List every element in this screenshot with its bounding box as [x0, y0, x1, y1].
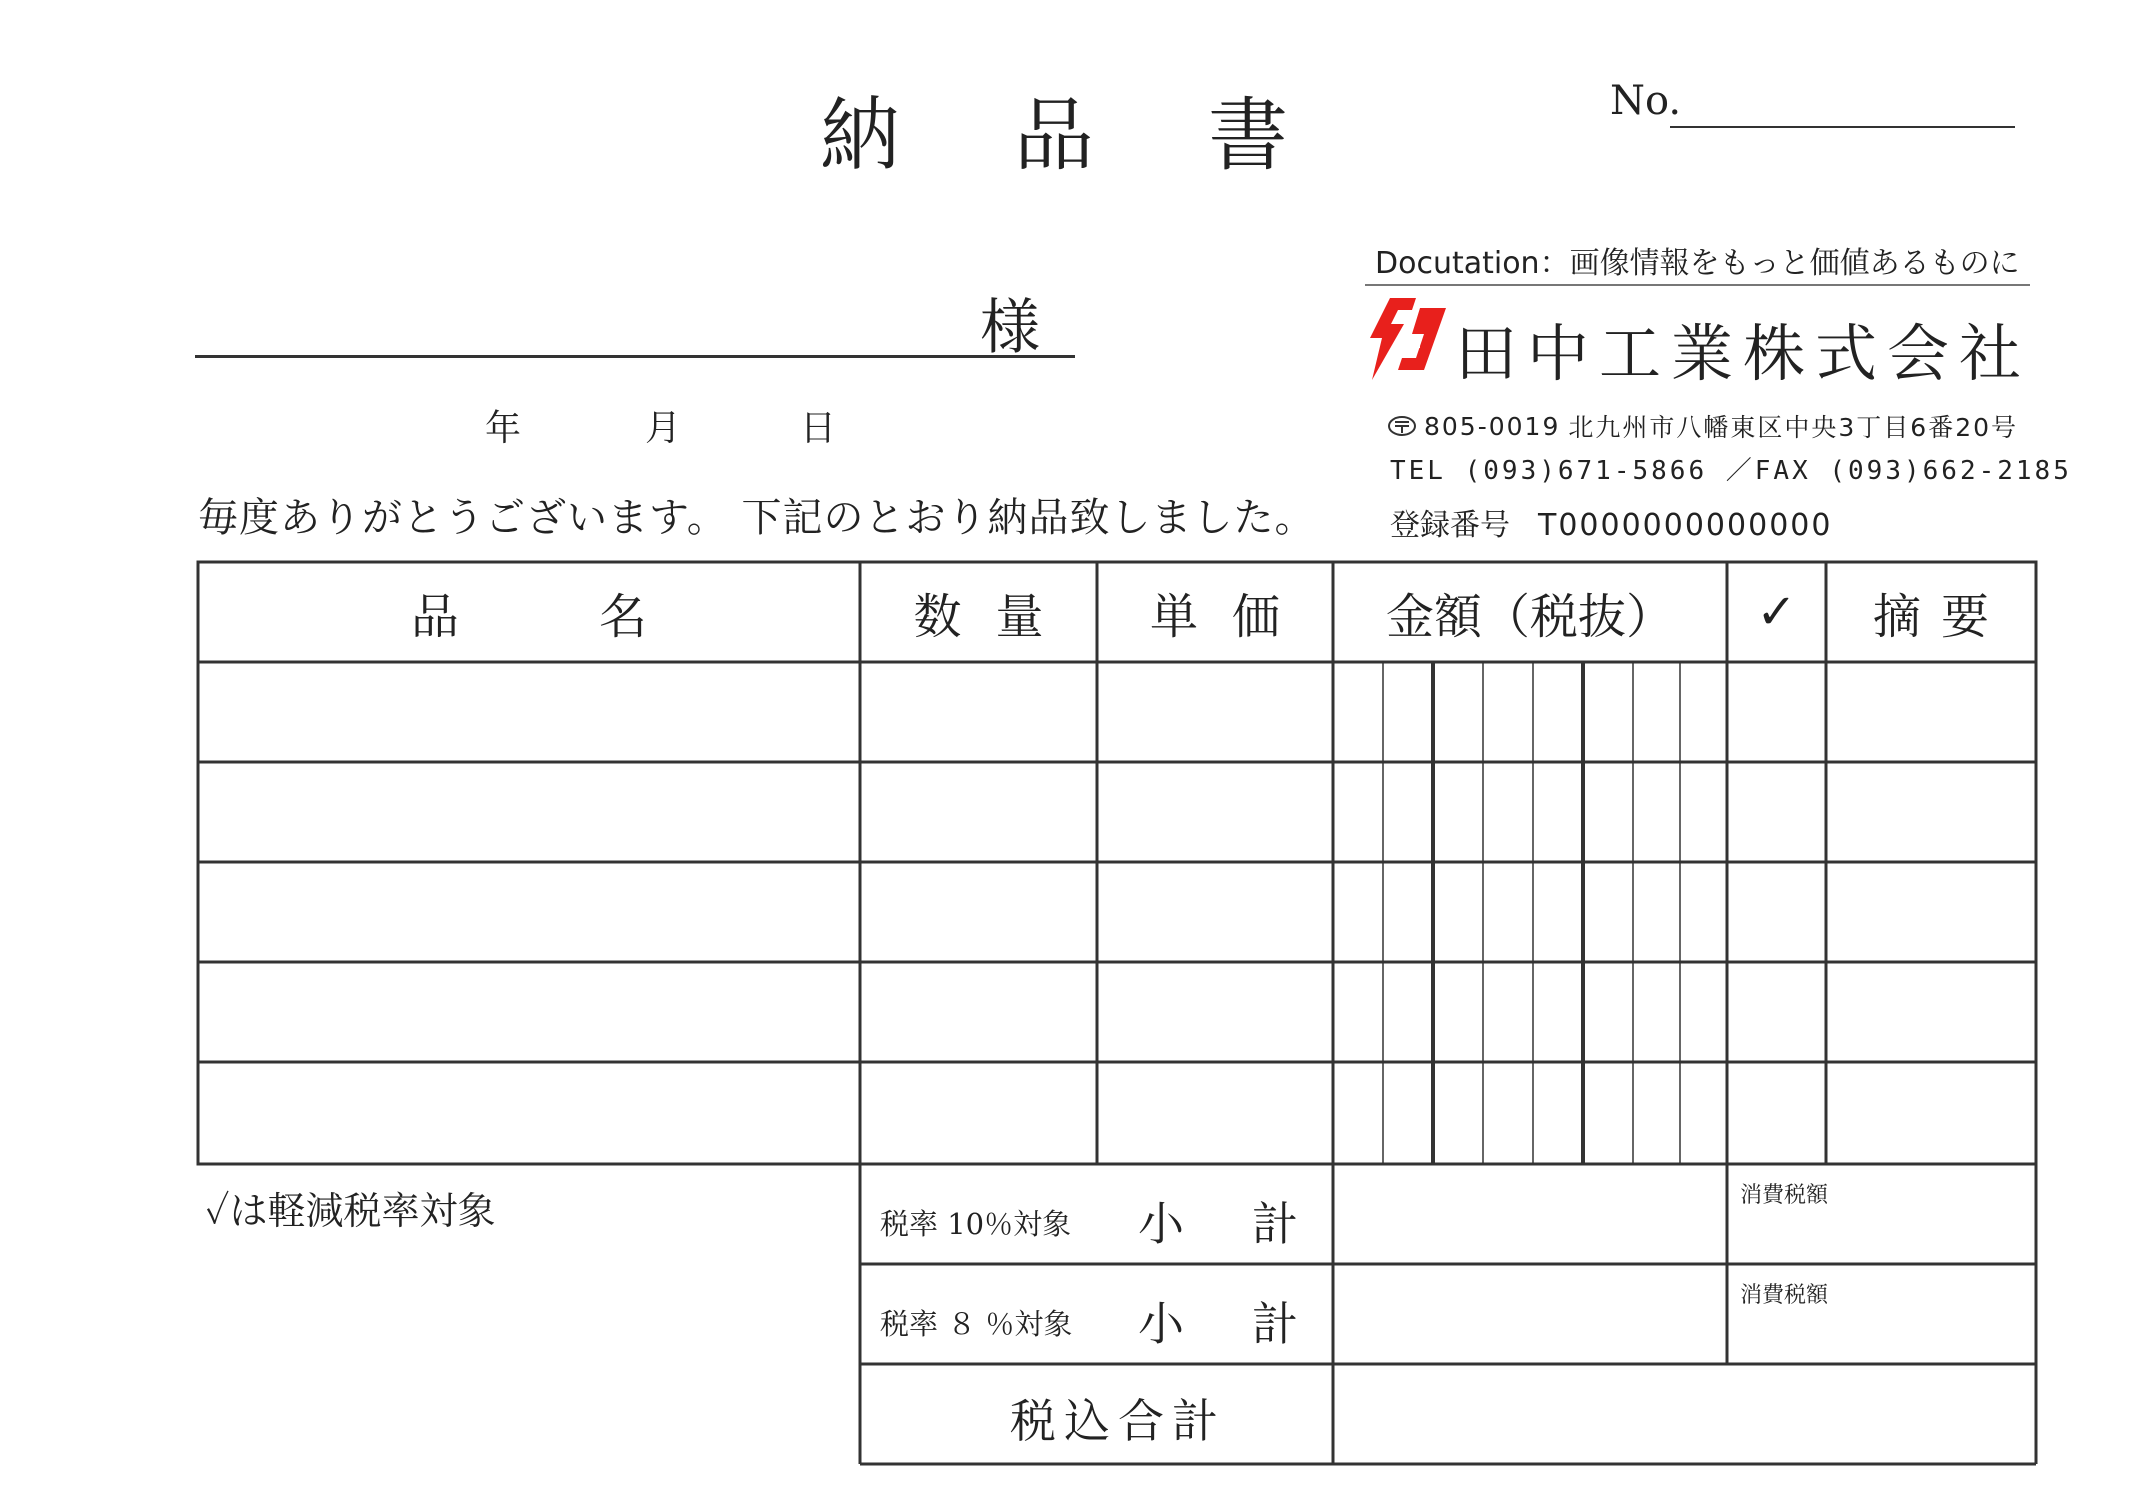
title-char-3: 書	[1208, 88, 1290, 182]
rate8-tax-value[interactable]	[1730, 1267, 2034, 1362]
title-char-2: 品	[1014, 88, 1096, 182]
subtotal-char-2: 計	[1252, 1197, 1298, 1251]
recipient-suffix: 様	[980, 293, 1040, 363]
registration-number: T0000000000000	[1538, 508, 1833, 543]
date-month-label: 月	[645, 408, 682, 449]
cell-item-name[interactable]	[201, 765, 857, 859]
subtotal-char-2: 計	[1252, 1297, 1298, 1351]
cell-check[interactable]	[1730, 765, 1823, 859]
header-remarks	[1826, 562, 2036, 662]
registration-label: 登録番号	[1390, 508, 1510, 543]
rate10-subtotal-value[interactable]	[1336, 1167, 1725, 1262]
rate8-subtotal-value[interactable]	[1336, 1267, 1725, 1362]
company-name: 田中工業株式会社	[1455, 317, 2032, 390]
cell-check[interactable]	[1730, 965, 1823, 1059]
cell-check[interactable]	[1730, 865, 1823, 959]
document-number-label: No.	[1610, 78, 1682, 124]
header-item-name-char-2: 名	[599, 588, 648, 645]
header-quantity-char-1: 数	[913, 588, 962, 645]
cell-remarks[interactable]	[1829, 765, 2033, 859]
header-unit-price-char-1: 単	[1149, 588, 1198, 645]
header-quantity	[860, 562, 1097, 662]
cell-item-name[interactable]	[201, 865, 857, 959]
cell-remarks[interactable]	[1829, 965, 2033, 1059]
rate10-tax-value[interactable]	[1730, 1167, 2034, 1262]
header-remarks-char-2: 要	[1941, 588, 1990, 645]
cell-amount[interactable]	[1336, 965, 1724, 1059]
cell-remarks[interactable]	[1829, 1065, 2033, 1159]
header-item-name	[198, 562, 860, 662]
cell-quantity[interactable]	[863, 665, 1094, 759]
header-amount: 金額（税抜）	[1385, 588, 1674, 645]
header-check-icon: ✓	[1756, 584, 1797, 640]
date-day-label: 日	[800, 408, 837, 449]
cell-check[interactable]	[1730, 665, 1823, 759]
cell-remarks[interactable]	[1829, 865, 2033, 959]
cell-quantity[interactable]	[863, 1065, 1094, 1159]
cell-quantity[interactable]	[863, 765, 1094, 859]
company-tagline: Docutation：画像情報をもっと価値あるものに	[1375, 246, 2020, 281]
cell-unit-price[interactable]	[1100, 865, 1330, 959]
cell-quantity[interactable]	[863, 865, 1094, 959]
cell-amount[interactable]	[1336, 665, 1724, 759]
rate8-label: 税率 ８ ％対象	[880, 1307, 1073, 1341]
cell-check[interactable]	[1730, 1065, 1823, 1159]
header-quantity-char-2: 量	[995, 588, 1044, 645]
header-item-name-char-1: 品	[410, 588, 459, 645]
rate8-subtotal-label	[1138, 1288, 1298, 1354]
total-with-tax-label: 税込合計	[1010, 1394, 1226, 1448]
cell-unit-price[interactable]	[1100, 965, 1330, 1059]
cell-unit-price[interactable]	[1100, 765, 1330, 859]
company-address: 北九州市八幡東区中央3丁目6番20号	[1568, 413, 2018, 442]
cell-item-name[interactable]	[201, 1065, 857, 1159]
date-year-label: 年	[485, 408, 522, 449]
header-remarks-char-1: 摘	[1872, 588, 1921, 645]
greeting-text: 毎度ありがとうございます。 下記のとおり納品致しました。	[198, 495, 1316, 541]
cell-amount[interactable]	[1336, 1065, 1724, 1159]
total-with-tax-value[interactable]	[1336, 1367, 2034, 1462]
postal-code: 805-0019	[1424, 411, 1561, 441]
header-unit-price-char-2: 価	[1232, 588, 1281, 645]
rate10-label: 税率 10％対象	[880, 1207, 1072, 1241]
cell-unit-price[interactable]	[1100, 1065, 1330, 1159]
header-unit-price	[1097, 562, 1333, 662]
subtotal-char-1: 小	[1138, 1297, 1184, 1351]
cell-unit-price[interactable]	[1100, 665, 1330, 759]
reduced-rate-note: ✓は軽減税率対象	[205, 1189, 496, 1233]
company-tel-fax: TEL (093)671-5866 ／FAX (093)662-2185	[1390, 456, 2072, 486]
title-char-1: 納	[820, 88, 902, 182]
rate10-tax-label: 消費税額	[1740, 1183, 1829, 1208]
cell-remarks[interactable]	[1829, 665, 2033, 759]
subtotal-char-1: 小	[1138, 1197, 1184, 1251]
rate10-subtotal-label	[1138, 1188, 1298, 1254]
cell-amount[interactable]	[1336, 765, 1724, 859]
cell-quantity[interactable]	[863, 965, 1094, 1059]
cell-item-name[interactable]	[201, 965, 857, 1059]
cell-amount[interactable]	[1336, 865, 1724, 959]
rate8-tax-label: 消費税額	[1740, 1283, 1829, 1308]
cell-item-name[interactable]	[201, 665, 857, 759]
